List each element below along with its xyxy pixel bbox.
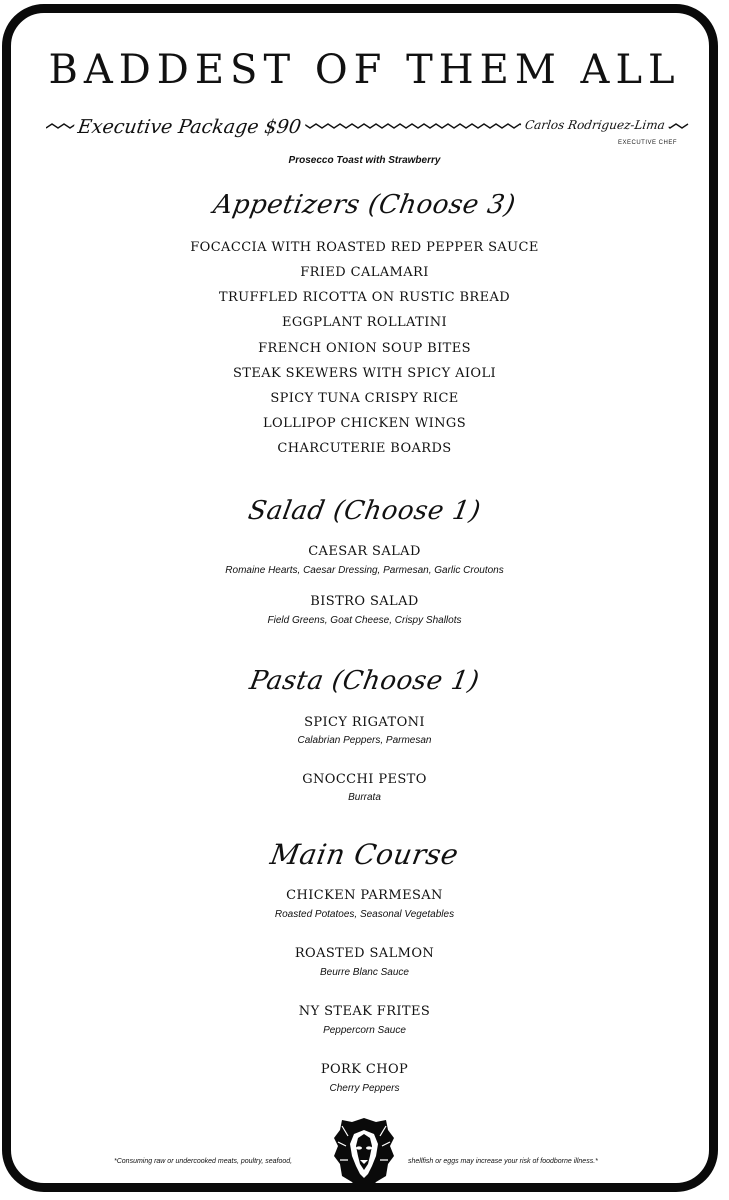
main-item-name: PORK CHOP xyxy=(320,1062,409,1077)
salad-item-desc: Field Greens, Goat Cheese, Crispy Shallots xyxy=(267,615,462,626)
appetizer-item: STEAK SKEWERS WITH SPICY AIOLI xyxy=(232,366,497,381)
pasta-title: Pasta (Choose 1) xyxy=(247,666,482,696)
chef-name: Carlos Rodriguez-Lima xyxy=(520,118,670,132)
footer-disclaimer-left: *Consuming raw or undercooked meats, poultry, seafood, xyxy=(114,1158,293,1165)
main-item-name: CHICKEN PARMESAN xyxy=(286,888,443,903)
main-item-desc: Peppercorn Sauce xyxy=(323,1025,406,1036)
appetizers-title: Appetizers (Choose 3) xyxy=(211,190,518,220)
main-item-desc: Cherry Peppers xyxy=(329,1083,400,1094)
main-item-name: ROASTED SALMON xyxy=(294,946,435,961)
salad-item-name: BISTRO SALAD xyxy=(310,594,419,609)
pasta-item-desc: Burrata xyxy=(348,792,381,803)
pasta-item-desc: Calabrian Peppers, Parmesan xyxy=(297,735,432,746)
main-course-title: Main Course xyxy=(267,838,462,871)
appetizer-item: TRUFFLED RICOTTA ON RUSTIC BREAD xyxy=(218,290,511,305)
pasta-item-name: GNOCCHI PESTO xyxy=(302,772,427,787)
lion-head-icon xyxy=(332,1116,396,1192)
appetizer-item: SPICY TUNA CRISPY RICE xyxy=(270,391,459,406)
main-item-desc: Roasted Potatoes, Seasonal Vegetables xyxy=(274,909,455,920)
package-label: Executive Package $90 xyxy=(72,116,306,138)
appetizer-item: EGGPLANT ROLLATINI xyxy=(281,315,448,330)
pasta-item-name: SPICY RIGATONI xyxy=(304,715,425,730)
salad-title: Salad (Choose 1) xyxy=(245,496,484,526)
toast-line: Prosecco Toast with Strawberry xyxy=(288,155,441,166)
menu-title: BADDEST OF THEM ALL xyxy=(48,47,681,93)
appetizer-item: FRIED CALAMARI xyxy=(300,265,429,280)
main-item-name: NY STEAK FRITES xyxy=(298,1004,431,1019)
footer-disclaimer-right: shellfish or eggs may increase your risk of foodborne illness.* xyxy=(408,1158,598,1165)
appetizer-item: FRENCH ONION SOUP BITES xyxy=(258,341,471,356)
main-item-desc: Beurre Blanc Sauce xyxy=(320,967,409,978)
salad-item-name: CAESAR SALAD xyxy=(308,544,421,559)
appetizer-item: FOCACCIA WITH ROASTED RED PEPPER SAUCE xyxy=(190,240,539,255)
appetizer-item: LOLLIPOP CHICKEN WINGS xyxy=(262,416,466,431)
package-line xyxy=(46,116,689,150)
appetizer-item: CHARCUTERIE BOARDS xyxy=(277,441,452,456)
salad-item-desc: Romaine Hearts, Caesar Dressing, Parmesan, Garlic Croutons xyxy=(225,565,504,576)
chef-role: EXECUTIVE CHEF xyxy=(617,140,677,146)
